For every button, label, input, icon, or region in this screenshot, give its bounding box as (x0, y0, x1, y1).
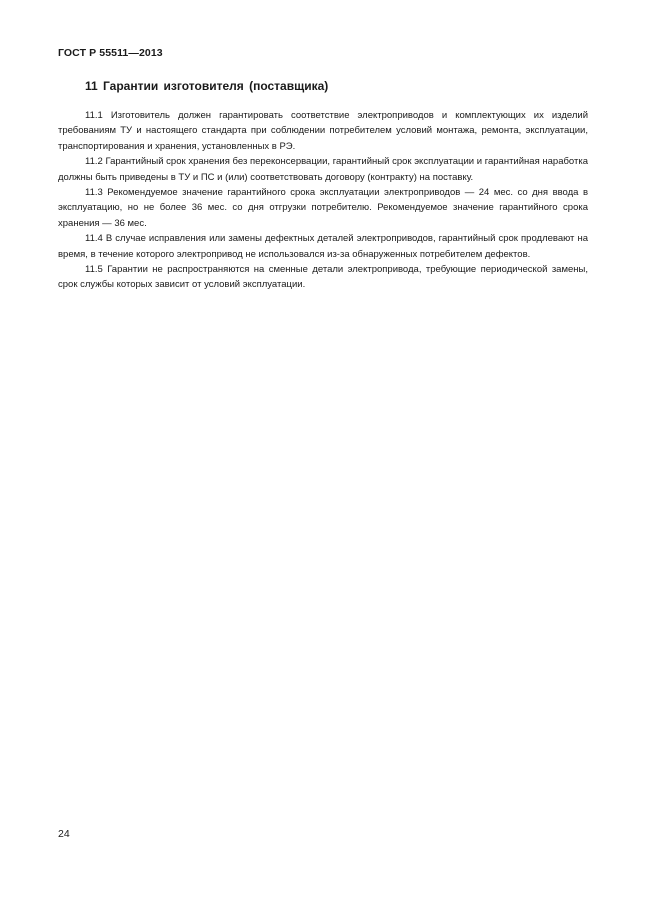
paragraph-11-4: 11.4 В случае исправления или замены дефектных деталей электроприводов, гарантийный срок продлевают на время, в течение которого электропривод не использовался из-за обнаруженных потребителем дефектов. (58, 233, 588, 260)
section-title: 11 Гарантии изготовителя (поставщика) (85, 79, 329, 93)
paragraph-11-1: 11.1 Изготовитель должен гарантировать соответствие электроприводов и комплектующих их изделий требованиям ТУ и настоящего стандарта при соблюдении потребителем условий монтажа, ремонта, эксплуатации, транспортирования и хранения, установленных в РЭ. (58, 110, 588, 152)
document-header: ГОСТ Р 55511—2013 (58, 47, 163, 59)
paragraph-11-3: 11.3 Рекомендуемое значение гарантийного срока эксплуатации электроприводов — 24 мес. со дня ввода в эксплуатацию, но не более 36 мес. со дня отгрузки потребителю. Рекомендуемое значение гарантийного срока хранения — 36 мес. (58, 187, 588, 229)
paragraph-11-5: 11.5 Гарантии не распространяются на сменные детали электропривода, требующие периодической замены, срок службы которых зависит от условий эксплуатации. (58, 264, 588, 291)
page-number: 24 (58, 828, 70, 840)
section-body (58, 108, 588, 293)
paragraph-11-2: 11.2 Гарантийный срок хранения без переконсервации, гарантийный срок эксплуатации и гарантийная наработка должны быть приведены в ТУ и ПС и (или) соответствовать договору (контракту) на поставку. (58, 156, 588, 183)
